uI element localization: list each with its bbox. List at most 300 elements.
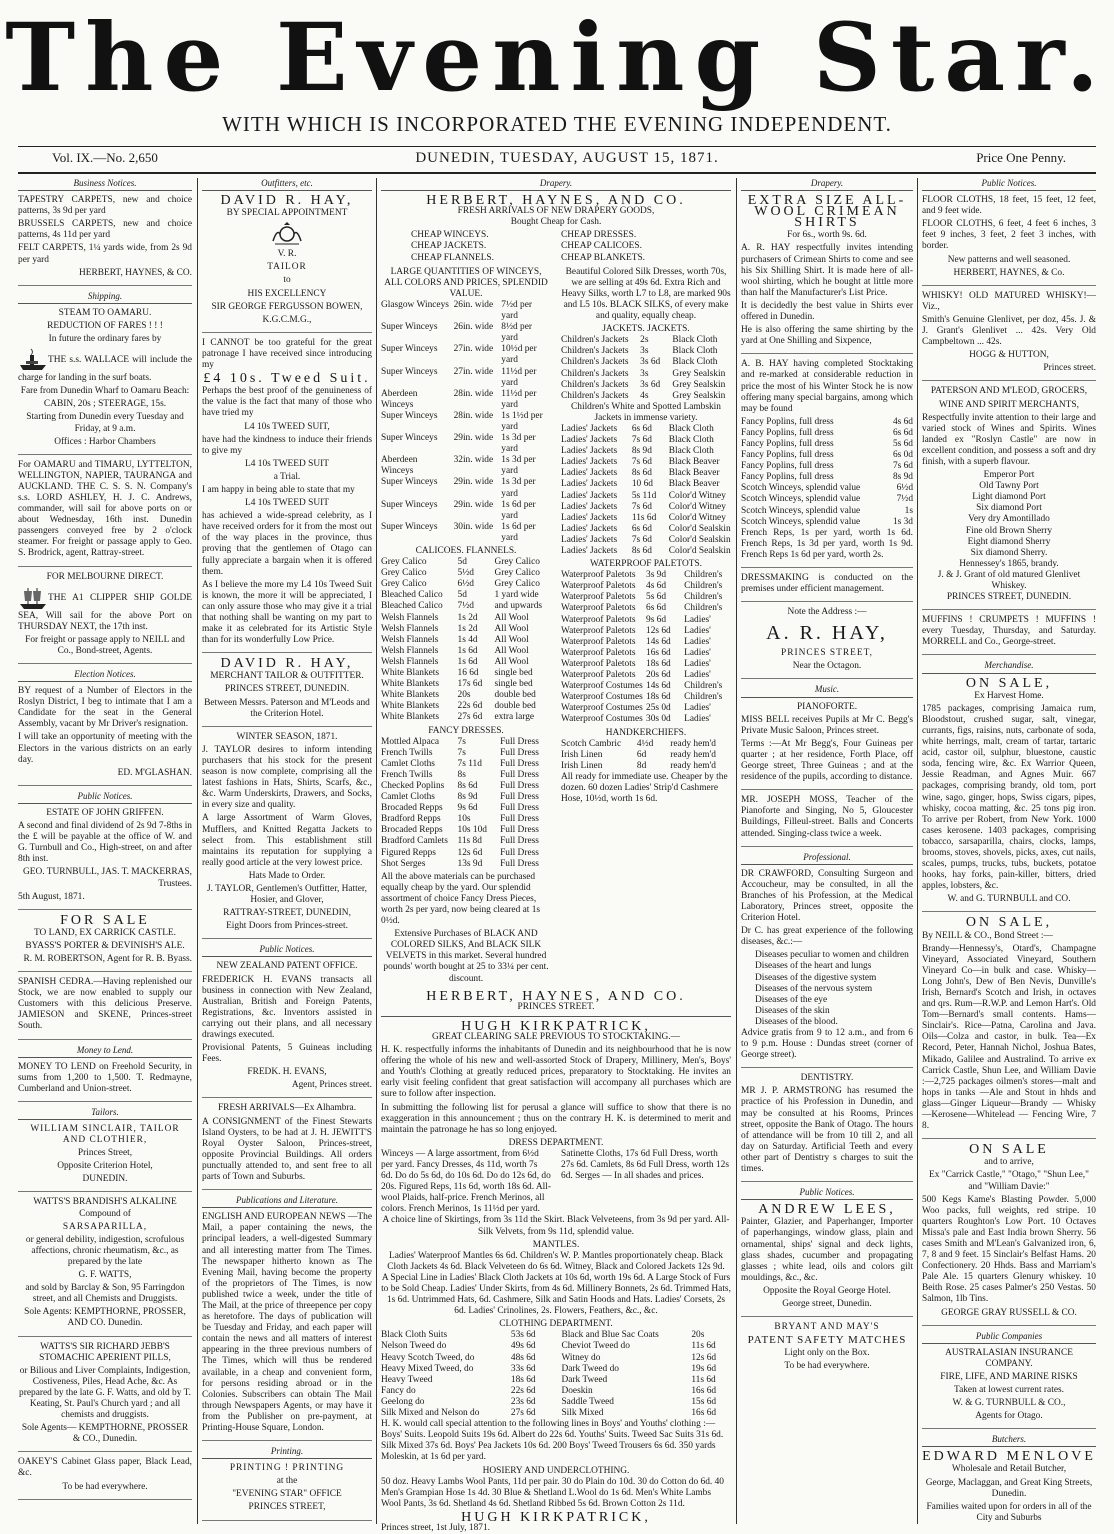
table-row (561, 524, 731, 535)
ad-signature: GEO. TURNBULL, JAS. T. MACKERRAS, Trustees. (22, 867, 192, 889)
andrew-lees-ad (741, 1204, 913, 1317)
table-row (561, 468, 731, 479)
table-cell: Cheviot Tweed do (561, 1341, 630, 1352)
table-cell: Irish Linen (561, 760, 603, 771)
table-cell: 5½d (457, 568, 474, 579)
column-divider (736, 178, 737, 1524)
ad-text: BRUSSELS CARPETS, new and choice patterns, 4s 11d per yard (18, 219, 192, 241)
ad-text: BY SPECIAL APPOINTMENT (226, 208, 348, 219)
ad-text: Agent, Princes street. (291, 1080, 372, 1091)
table-row (381, 1386, 731, 1397)
oamaru-ad (18, 460, 192, 567)
ad-signature: HOGG & HUTTON, (969, 350, 1049, 361)
ad-heading: DAVID R. HAY, (220, 656, 354, 672)
table-cell: 6½d (896, 483, 913, 494)
table-row (561, 513, 731, 524)
ad-text: TAPESTRY CARPETS, new and choice patterns, 3s 9d per yard (18, 195, 192, 217)
publication-date: DUNEDIN, TUESDAY, AUGUST 15, 1871. (415, 149, 719, 166)
table-cell: 29in. wide (453, 477, 494, 488)
table-row (381, 770, 551, 781)
ad-text: L4 10s TWEED SUIT (245, 458, 329, 469)
table-cell: Ladies' (684, 714, 711, 725)
table-row (381, 635, 551, 646)
table-cell: Color'd Witney (668, 490, 726, 501)
table-cell: Waterproof Paletots (561, 570, 636, 581)
table-cell: 4s 6d (646, 581, 667, 592)
table-cell: Scotch Winceys, splendid value (741, 505, 861, 516)
list-item: Diseases of the heart and lungs (755, 961, 872, 972)
table-cell: 7s 6d (631, 501, 652, 512)
table-cell: Color'd Sealskin (668, 546, 731, 556)
table-cell: 28in. wide (453, 410, 494, 421)
table-cell: double bed (494, 701, 536, 712)
table-row (381, 1353, 731, 1364)
table-cell: Ladies' Jackets (561, 435, 618, 446)
table-cell: Black Beaver (668, 457, 720, 468)
table-row (381, 1375, 731, 1386)
ad-text: Satinette Cloths, 17s 6d Full Dress, worth 27s 6d. Camlets, 8s 6d Full Dress, worth 12s 6d. Serges — In all shades and prices. (561, 1148, 729, 1182)
table-cell: Children's Jackets (561, 346, 629, 357)
table-cell: Super Winceys (381, 366, 438, 377)
table-cell: 7s (457, 736, 466, 747)
table-cell: 6½d (457, 579, 474, 590)
table-cell: 27in. wide (453, 366, 494, 377)
ad-heading: WINTER SEASON, 1871. (236, 731, 338, 742)
table-cell: 3s 6d (640, 379, 661, 390)
section-heading: Printing. (202, 1446, 372, 1459)
table-cell: Geelong do (381, 1396, 425, 1407)
table-cell: 12s 6d (691, 1352, 717, 1363)
table-row (561, 546, 731, 557)
ad-text: or general debility, indigestion, scrofulous affections, chronic rheumatism, &c., as prepared by the late (25, 1234, 185, 1267)
ad-heading: DENTISTRY. (800, 1073, 854, 1084)
table-cell: Grey Calico (381, 568, 427, 579)
ad-text: As I believe the more my L4 10s Tweed Suit is known, the more it will be appreciated, I can only assure those who may give it a trial that nothing shall be wanting on my part to make it as celebrated for its Artistic Style than for its wonderfully Low Price. (202, 579, 372, 646)
table-cell: Fancy Poplins, full dress (741, 427, 834, 438)
ad-subheading: and to arrive, (984, 1157, 1034, 1168)
ad-heading: WHISKY! OLD MATURED WHISKY!—Viz., (922, 290, 1096, 312)
table-row (381, 455, 551, 477)
list-item: CHEAP FLANNELS. (411, 252, 494, 263)
table-row (381, 701, 551, 712)
list-item: Old Tawny Port (979, 481, 1039, 492)
table-cell: 49s 6d (510, 1341, 536, 1352)
table-cell: Scotch Cambric (561, 738, 622, 749)
table-cell: Ladies' (684, 625, 711, 636)
table-row (381, 668, 551, 679)
ad-text: For 6s., worth 9s. 6d. (787, 230, 867, 241)
table-cell: Grey Sealskin (672, 368, 726, 379)
ad-signature: GEORGE GRAY RUSSELL & CO. (941, 1307, 1077, 1318)
table-cell: ready hem'd (670, 760, 716, 771)
ad-text: L4 10s TWEED SUIT, (244, 421, 330, 432)
ad-text: French Reps, 1s per yard, worth 1s 6d. French Reps, 1s 3d per yard, worth 1s 9d. French Reps 1s 6d per yard, worth 2s. (741, 527, 913, 560)
table-row (381, 601, 551, 612)
section-heading: Music. (741, 684, 913, 697)
table-cell: 10s (457, 814, 471, 825)
table-row (561, 346, 731, 357)
table-cell: Ladies' Jackets (561, 423, 618, 434)
table-cell: Fancy Poplins, full dress (741, 416, 834, 427)
ad-subheading: Ex Harvest Home. (974, 690, 1044, 701)
column-4 (741, 178, 913, 1524)
table-cell: double bed (494, 690, 536, 701)
ad-text: MONEY TO LEND on Freehold Security, in sums from 1,200 to 1,500. T. Redmayne, Cumberland and Union-street. (18, 1061, 192, 1094)
ad-signature: Sole Agents— KEMPTHORNE, PROSSER & CO., Dunedin. (21, 1423, 189, 1445)
ad-text: I will take an opportunity of meeting with the Electors in the various districts on an early day. (18, 732, 192, 765)
bottom-rule (18, 172, 1096, 174)
ad-heading: STEAM TO OAMARU. (58, 307, 152, 318)
ad-text: J. TAYLOR desires to inform intending purchasers that his stock for the present season is now complete, comprising all the latest fashions in Hats, Shirts, Scarfs, &c., &c. Warm Underskirts, Drawers, and Socks, in every size and quality. (202, 744, 372, 811)
ad-heading: NEW ZEALAND PATENT OFFICE. (216, 961, 358, 972)
table-cell: Camlet Cloths (381, 758, 435, 769)
ad-text: has achieved a wide-spread celebrity, as I have received orders for it from the most out of the way places in the province, thus proving that the gentlemen of Otago can fully appreciate a bargain when it is offered them. (202, 511, 372, 577)
section-heading: Public Notices. (18, 791, 192, 804)
table-cell: All Wool (494, 634, 529, 645)
table-cell: 4½d (636, 738, 654, 749)
table-cell: All Wool (494, 656, 529, 667)
table-row (561, 761, 731, 772)
ad-text: or Bilious and Liver Complaints, Indigestion, Costiveness, Piles, Head Ache, &c. As prepared by the late G. F. Watts, and old by T. Keating, St. Paul's Church yard ; and all chemists and druggists. (19, 1365, 191, 1421)
table-cell: 7s 6d (892, 461, 913, 472)
table-cell: 3s 9d (646, 570, 667, 581)
drapery-grid (381, 267, 731, 987)
table-cell: 7½d per yard (501, 299, 533, 322)
ad-text: MR. JOSEPH MOSS, Teacher of the Pianoforte and Singing, No 5, Gloucester Buildings, Filleul-street. Balls and Concerts attended. Singing-class twice a week. (741, 795, 913, 839)
table-row (381, 690, 551, 701)
fancy-dresses-table (381, 737, 551, 870)
oakey-ad (18, 1457, 192, 1499)
ad-text: Brandy—Hennessy's, Otard's, Champagne Vineyard, Associated Vineyard, Southern Vineyard Co—in bulk and case. Whisky—Long John's, Dew of Ben Nevis, Dunville's Irish, Bernard's Scotch and Irish, in octaves and qrs. Rum—R.W.P. and Lemon Hart's. Old Tom—Bernard's small contents. Hams—Sinclair's. Rice—Patna, Carolina and Java. Oils—Colza and castor, in bulk. Tea—Ex Record, Peter, Hannah Nichol, Joshua Bates, Mikado, Galilee and Australind. To arrive ex Carrick Castle, Shun Lee, and William Davie :—2,725 packages oilmen's stores—malt and hops in tanks —Ale and Stout in hhds and glass—Ginger Liqueur—Brandy — Whisky—Kerosene—Whitelead — Fencing Wire, 7 8. (922, 943, 1096, 1132)
ad-text: ENGLISH AND EUROPEAN NEWS —The Mail, a paper containing the news, the principal leaders, a well-digested Summary and all interesting matter from The Times. The newspaper hitherto known as The Evening Mail, having become the property of the proprietors of The Times, is now published twice a week, under the title of The Mail, at the price of threepence per copy as heretofore. The days of publication will be Tuesday and Friday, and each paper will contain the news and all matters of interest appearing in the three previous numbers of The Times, which will thus be rendered available, in a cheap and convenient form, for persons residing abroad or in the Colonies. Subscribers can obtain The Mail through Newspapers Agents, or may have it from the Publisher on pre-payment, at Printing-House Square, London. (202, 1212, 372, 1433)
table-cell: Grey Calico (494, 557, 540, 568)
table-cell: Black Beaver (668, 468, 720, 479)
table-cell: Dark Tweed (561, 1374, 608, 1385)
ad-heading: ON SALE, (965, 915, 1053, 931)
table-row (741, 439, 913, 450)
table-cell: Waterproof Paletots (561, 647, 636, 658)
griffen-estate-notice (18, 808, 192, 910)
ad-text: DR CRAWFORD, Consulting Surgeon and Accoucheur, may be consulted, in all the Branches of his Profession, at the Medical Laboratory, Princes street, opposite the Criterion Hotel. (741, 868, 913, 924)
ad-text: In future the ordinary fares by (48, 334, 162, 345)
ad-text: Princes street. (1043, 363, 1096, 374)
table-cell: Waterproof Costumes (561, 703, 643, 714)
table-cell: Ladies' Jackets (561, 523, 618, 534)
table-cell: 10 6d (631, 479, 653, 490)
ad-signature: Sole Agents: KEMPTHORNE, PROSSER, AND CO. Dunedin. (24, 1307, 186, 1329)
table-cell: Black Cloth (672, 346, 718, 357)
table-cell: Camlet Cloths (381, 792, 435, 803)
column-divider (917, 178, 918, 1524)
table-row (381, 344, 551, 366)
table-cell: 8s (457, 769, 466, 780)
table-cell: Fancy Poplins, full dress (741, 461, 834, 472)
carpets-ad (18, 195, 192, 286)
table-cell: Full Dress (500, 814, 539, 825)
list-item: Diseases of the digestive system (755, 972, 877, 983)
section-heading: Publications and Literature. (202, 1195, 372, 1208)
ad-heading: EXTRA SIZE ALL-WOOL CRIMEAN SHIRTS (747, 193, 907, 231)
ad-text: A second and final dividend of 2s 9d 7-8ths in the £ will be payable at the office of W. and G. Turnbull and Co., High-street, on and after 8th inst. (18, 821, 192, 865)
ad-text: Families waited upon for orders in all of the City and Suburbs (926, 1501, 1092, 1523)
table-row (381, 1330, 731, 1341)
ad-heading: BRYANT AND MAY'S (774, 1322, 880, 1333)
list-item: Diseases peculiar to women and children (755, 950, 909, 961)
column-5 (922, 178, 1096, 1524)
table-heading: HOSIERY AND UNDERCLOTHING. (482, 1465, 630, 1476)
diseases-list (741, 950, 913, 1028)
david-hay-ad (202, 195, 372, 333)
ad-text: Terms :—At Mr Begg's, Four Guineas per quarter ; at her residence, Forth Place, off George street, Three Guineas ; and at the residence of the pupils, according to distance. (741, 738, 913, 783)
table-cell: All Wool (494, 623, 529, 634)
table-row (561, 424, 731, 435)
ad-signature: R. M. ROBERTSON, Agent for R. B. Byass. (23, 953, 192, 964)
news-ad (202, 1212, 372, 1441)
table-cell: 9s 6d (646, 614, 667, 625)
ad-text: A. B. HAY having completed Stocktaking and re-marked at considerable reduction in price the most of his Winter Stock he is now offering many special bargains, among which may be found (741, 359, 913, 414)
for-sale-ad (18, 912, 192, 972)
table-row (381, 814, 551, 825)
table-cell: Brocaded Repps (381, 803, 443, 814)
table-cell: Heavy Mixed Tweed, do (381, 1363, 474, 1374)
table-cell: 8½d per yard (501, 322, 533, 344)
ad-text: All ready for immediate use. Cheaper by the dozen. 60 dozen Ladies' Strip'd Cashmere Hose, 10½d, worth 1s 6d. (561, 771, 728, 805)
table-cell: 1s 2d (457, 612, 478, 623)
table-cell: 5s 6d (892, 438, 913, 449)
table-cell: 1s 3d per yard (501, 433, 536, 455)
table-cell: 53s 6d (510, 1330, 536, 1341)
table-row (381, 1364, 731, 1375)
dentistry-ad (741, 1073, 913, 1182)
table-row (381, 579, 551, 590)
list-item: Diseases of the blood. (755, 1016, 838, 1027)
section-heading: Outfitters, etc. (202, 178, 372, 191)
table-cell: 27s 6d (510, 1408, 536, 1419)
table-cell: 7s 6d (631, 534, 652, 545)
table-cell: Black Cloth (672, 335, 718, 346)
table-cell: Waterproof Costumes (561, 681, 643, 692)
table-row (381, 1408, 731, 1419)
table-row (381, 679, 551, 690)
top-rule (18, 146, 1096, 147)
table-cell: Scotch Winceys, splendid value (741, 494, 861, 505)
ad-heading: A. R. HAY, (766, 622, 888, 645)
table-row (561, 670, 731, 681)
section-heading: Public Notices. (202, 944, 372, 957)
drapery-left (381, 267, 551, 987)
table-heading: DRESS DEPARTMENT. (508, 1137, 604, 1148)
table-cell: 1s 6d (457, 656, 478, 667)
table-cell: single bed (494, 679, 533, 690)
ad-text: 1785 packages, comprising Jamaica rum, Bloodstout, crushed sugar, salt, vinegar, currants, figs, raisins, nuts, carbonate of soda, white herrings, malt, cream of tartar, tartaric acid, castor oil, sulphur, bluestone, caustic soda, fencing wire, &c. Ex Warrior Queen, Jessie Readman, and Agnes Muir. 667 packages, comprising brandy, old tom, port wine, sago, ginger, hops, Swiss cigars, pipes, whisky, cocoa matting, &c. 25 tons pig iron. To arrive per Robert, from New York. 1000 cases kerosene. 1403 packages, comprising tobacco, sarsaparilla, chairs, clocks, lamps, brooms, stoves, shovels, picks, axes, cut nails, scales, pumps, trucks, tubs, buckets, potatoe hooks, hay forks, pain-killer, bitters, dried apples, lobsters, &c. (922, 703, 1096, 892)
table-cell: Ladies' (684, 658, 711, 669)
ad-text: HIS EXCELLENCY (247, 288, 327, 299)
table-cell: Fancy Poplins, full dress (741, 472, 834, 483)
table-cell: Black Cloth (668, 446, 714, 457)
list-item: CHEAP DRESSES. (561, 230, 637, 241)
table-cell: 12s 6d (646, 625, 671, 636)
table-cell: Children's Jackets (561, 357, 629, 368)
section-heading: Public Companies (922, 1331, 1096, 1344)
table-cell: 20s (691, 1330, 705, 1341)
ad-text: A choice line of Skirtings, from 3s 11d the Skirt. Black Velveteens, from 3s 9d per yard. All-Silk Velvets, from 9s 11d, splendid value. (382, 1215, 730, 1237)
table-cell: French Twills (381, 747, 433, 758)
table-cell: single bed (494, 668, 533, 679)
ad-signature: W. and G. TURNBULL and CO. (947, 894, 1071, 905)
table-cell: Super Winceys (381, 322, 438, 333)
table-cell: 6d (636, 749, 647, 760)
ad-text: Opposite the Royal George Hotel. (763, 1285, 891, 1296)
table-row (381, 367, 551, 389)
ad-subheading: REDUCTION OF FARES ! ! ! (47, 320, 163, 331)
table-cell: Color'd Witney (668, 501, 726, 512)
table-cell: Ladies' (684, 670, 711, 681)
ad-text: BYASS'S PORTER & DEVINISH'S ALE. (25, 940, 185, 951)
ad-heading: ON SALE (969, 1142, 1049, 1158)
table-cell: Welsh Flannels (381, 623, 439, 634)
table-cell: 20s 6d (646, 670, 671, 681)
table-cell: Children's (684, 692, 723, 703)
table-cell: 3s 6d (640, 357, 661, 368)
table-cell: 1s 6d (457, 645, 478, 656)
table-row (561, 491, 731, 502)
table-cell: Ladies' Jackets (561, 457, 618, 468)
ad-subheading: WINE AND SPIRIT MERCHANTS, (939, 399, 1079, 410)
printing-ad (202, 1463, 372, 1520)
list-item: Hennessey's 1865, brandy. (959, 558, 1059, 569)
table-cell: 4s 6d (892, 416, 913, 427)
table-cell: Full Dress (500, 825, 539, 836)
ad-signature: J. TAYLOR, Gentlemen's Outfitter, Hatter, Hosier, and Glover, (206, 883, 368, 906)
table-row (381, 712, 551, 723)
table-cell: Fancy Poplins, full dress (741, 450, 834, 461)
table-row (381, 500, 551, 522)
table-row (381, 613, 551, 624)
table-cell: 11½d per yard (501, 366, 537, 388)
ad-text: FELT CARPETS, 1¼ yards wide, from 2s 9d per yard (18, 243, 192, 265)
table-cell: Aberdeen Winceys (381, 455, 418, 477)
list-item: CHEAP BLANKETS. (561, 252, 646, 263)
ad-heading: ESTATE OF JOHN GRIFFEN. (46, 807, 164, 818)
table-cell: Welsh Flannels (381, 645, 439, 656)
ad-heading: WILLIAM SINCLAIR, TAILOR AND CLOTHIER, (30, 1124, 180, 1146)
table-cell: 17s 6d (457, 679, 483, 690)
table-row (381, 657, 551, 668)
list-item: J. & J. Grant of old matured Glenlivet Whiskey. (937, 569, 1081, 591)
ad-text: George street, Dunedin. (782, 1298, 872, 1309)
table-cell: Full Dress (500, 836, 539, 847)
ad-heading: PATERSON AND M'LEOD, GROCERS, (930, 386, 1088, 397)
table-row (381, 737, 551, 748)
kirkpatrick-ad (381, 1018, 731, 1534)
ad-text (18, 585, 192, 633)
table-cell: 20s (457, 690, 471, 701)
table-cell: 18s 6d (646, 658, 671, 669)
menlove-ad (922, 1451, 1096, 1530)
table-cell: 7½d (457, 601, 474, 612)
column-2 (202, 178, 372, 1524)
list-item: Eight diamond Sherry (967, 536, 1051, 547)
muffins-ad (922, 615, 1096, 655)
table-cell: 6s 6d (631, 423, 652, 434)
table-cell: 1s 6d per yard (501, 499, 536, 521)
table-cell: White Blankets (381, 679, 440, 690)
table-row (381, 433, 551, 455)
table-cell: Color'd Sealskin (668, 523, 731, 534)
ad-text: Dr C. has great experience of the following diseases, &c.:— (741, 926, 913, 948)
ad-text: SPANISH CEDRA.—Having replenished our Stock, we are now enabled to supply our Customers with this delicious Preserve. JAMIESON and SKENE, Princes-street South. (18, 977, 192, 1032)
table-row (381, 389, 551, 411)
table-cell: Fancy Poplins, full dress (741, 438, 834, 449)
table-cell: Witney do (561, 1352, 601, 1363)
ad-heading: ON SALE, (965, 675, 1053, 691)
ad-text: New patterns and well seasoned. (947, 254, 1071, 265)
ad-subheading: FRESH ARRIVALS OF NEW DRAPERY GOODS, (457, 206, 655, 217)
table-cell: Nelson Tweed do (381, 1341, 447, 1352)
table-row (561, 380, 731, 391)
jackets-table (561, 335, 731, 402)
table-cell: Full Dress (500, 803, 539, 814)
table-cell: Black Cloth (668, 435, 714, 446)
table-cell: 8s 9d (631, 446, 652, 457)
ad-text: Fare from Dunedin Wharf to Oamaru Beach: (20, 386, 190, 397)
list-item: Light diamond Port (972, 492, 1046, 503)
ad-text: MERCHANT TAILOR & OUTFITTER. (210, 671, 364, 682)
table-cell: Ladies' Jackets (561, 512, 618, 523)
table-cell: French Twills (381, 769, 433, 780)
ad-text: PRINCES STREET, (781, 648, 873, 659)
table-cell: Full Dress (500, 736, 539, 747)
table-cell: Welsh Flannels (381, 612, 439, 623)
table-row (561, 446, 731, 457)
ad-text: Note the Address :— (787, 607, 867, 618)
table-cell: 11s 6d (631, 512, 657, 523)
sarsaparilla-ad (18, 1197, 192, 1336)
table-cell: 7s 11d (457, 758, 482, 769)
ad-text: Smith's Genuine Glenlivet, per doz, 45s. J. & J. Grant's Glenlivet ... 42s. Very Old Campbeltown ... 42s. (922, 314, 1096, 348)
section-heading: Money to Lend. (18, 1045, 192, 1058)
table-cell: Irish Linen (561, 749, 603, 760)
ad-text: To be had everywhere. (62, 1481, 148, 1492)
table-row (381, 759, 551, 770)
ad-text: SIR GEORGE FERGUSSON BOWEN, (211, 301, 363, 312)
crawford-ad (741, 869, 913, 1069)
ad-text: In submitting the following list for perusal a glance will suffice to show that there is no exaggeration in this announcement ; thus on the contrary H. K. is determined to merit and maintain the patronage he has so long enjoyed. (381, 1102, 731, 1135)
ad-text: Children's White and Spotted Lambskin Jackets in immense variety. (571, 401, 721, 423)
table-cell: Black and Blue Sac Coats (561, 1330, 659, 1341)
ad-text: V. R. (277, 249, 297, 260)
masthead (0, 3, 1114, 137)
ad-text: THE A1 CLIPPER SHIP GOLDE SEA, Will sail for the above Port on THURSDAY NEXT, the 17th inst. (18, 592, 192, 632)
table-cell: Waterproof Paletots (561, 581, 636, 592)
ad-text: Advice gratis from 9 to 12 a.m., and from 6 to 9 p.m. House : Dundas street (corner of George street). (741, 1028, 913, 1061)
list-item: Fine old Brown Sherry (965, 525, 1053, 536)
table-cell: White Blankets (381, 668, 440, 679)
ad-heading: WATTS'S SIR RICHARD JEBB'S STOMACHIC APERIENT PILLS, (39, 1341, 171, 1363)
table-cell: 23s 6d (510, 1396, 536, 1407)
on-sale-russell-ad (922, 1144, 1096, 1325)
pills-ad (18, 1342, 192, 1453)
columns (18, 178, 1096, 1533)
table-cell: White Blankets (381, 712, 440, 723)
table-row (561, 457, 731, 468)
ad-text: to (283, 275, 291, 286)
table-cell: Children's (684, 570, 723, 581)
table-cell: 8s 6d (631, 546, 652, 556)
table-cell: 22s 6d (510, 1385, 536, 1396)
table-cell: 5s 11d (631, 490, 657, 501)
section-heading: Drapery. (381, 178, 731, 191)
